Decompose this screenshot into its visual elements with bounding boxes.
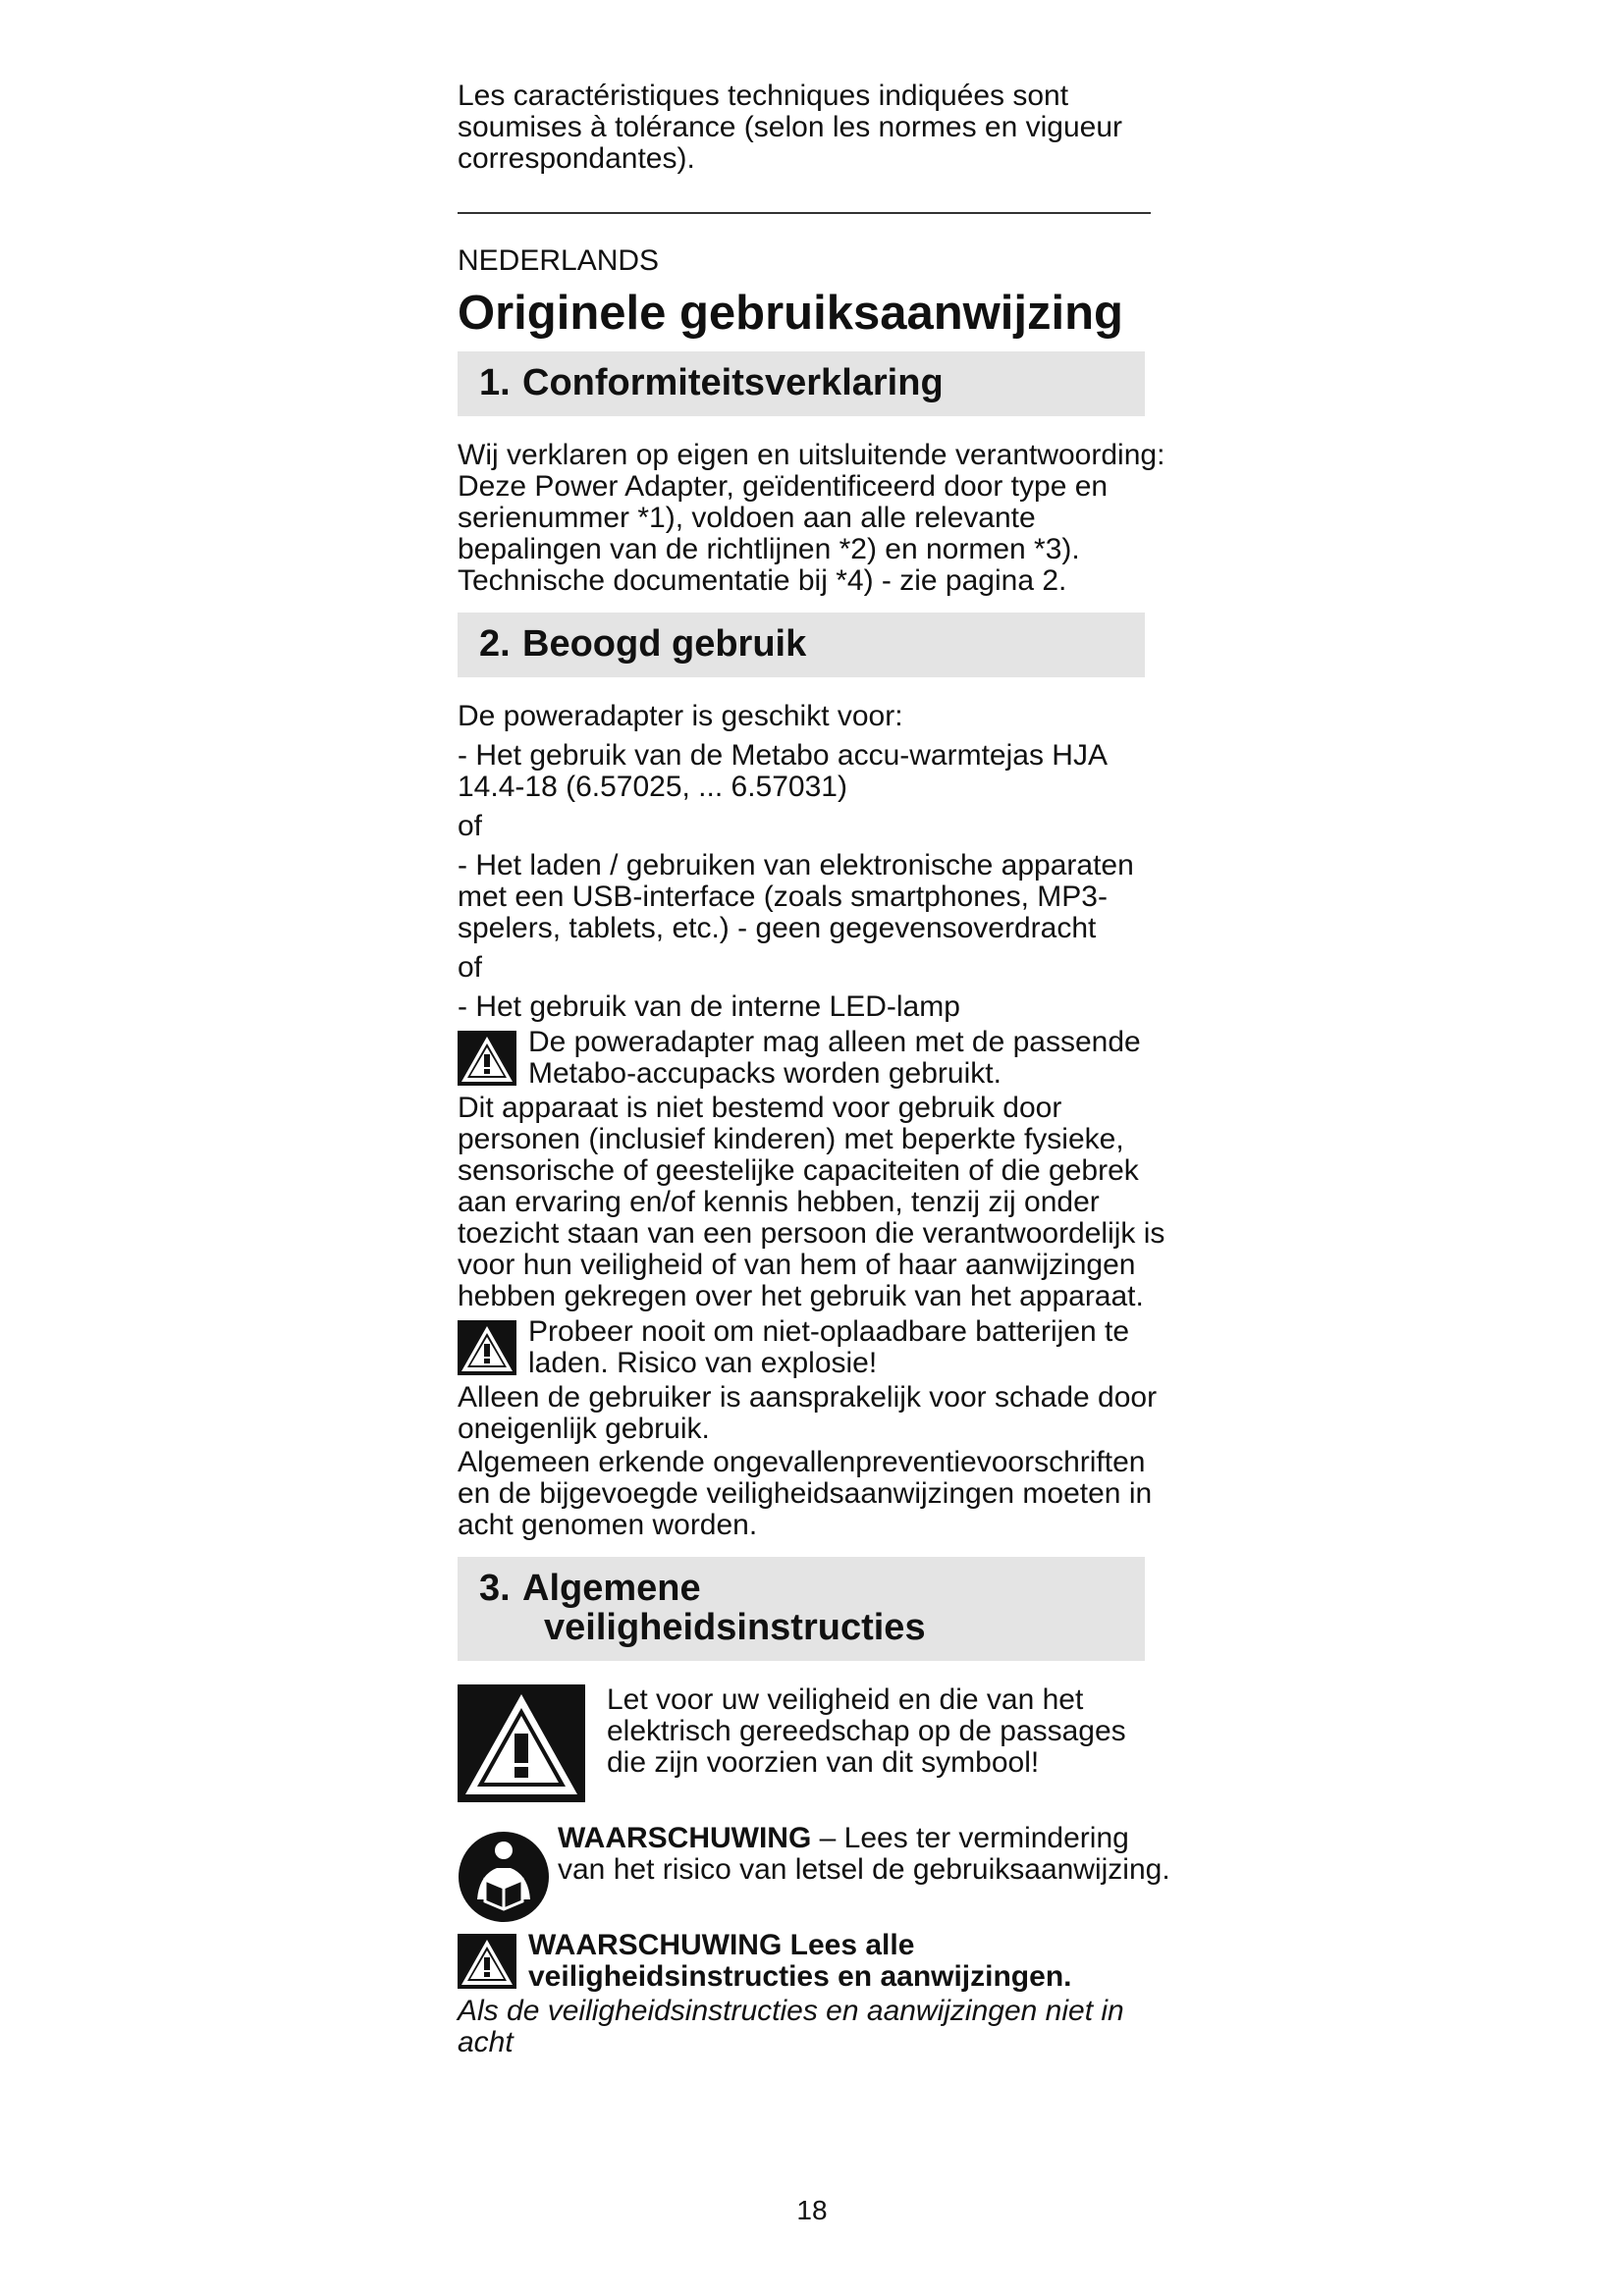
read-all-italic: Als de veiligheidsinstructies en aanwijzingen niet in acht bbox=[458, 1995, 1124, 2058]
language-label: NEDERLANDS bbox=[458, 244, 660, 277]
warning-label: WAARSCHUWING bbox=[558, 1822, 812, 1854]
warning-text: De poweradapter mag alleen met de passende Metabo-accupacks worden gebruikt. bbox=[528, 1026, 1141, 1090]
warning-triangle-icon bbox=[458, 1031, 516, 1091]
read-manual-text bbox=[558, 1823, 1170, 1886]
intended-use-lead: De poweradapter is geschikt voor: bbox=[458, 700, 903, 732]
list-item: - Het laden / gebruiken van elektronische apparaten met een USB-interface (zoals smartphones, MP3-spelers, tablets, etc.) - geen gegevensoverdracht bbox=[458, 849, 1134, 944]
liability-paragraph: Alleen de gebruiker is aansprakelijk voor schade door oneigenlijk gebruik. bbox=[458, 1381, 1158, 1445]
or-text: of bbox=[458, 810, 483, 842]
warning-note-2 bbox=[458, 1316, 1170, 1380]
read-manual-warning bbox=[458, 1823, 1170, 1928]
read-manual-rest: – Lees ter vermindering van het risico van letsel de gebruiksaanwijzing. bbox=[558, 1822, 1170, 1886]
list-item: - Het gebruik van de Metabo accu-warmtejas HJA 14.4-18 (6.57025, ... 6.57031) bbox=[458, 739, 1107, 803]
warning-triangle-icon bbox=[458, 1934, 516, 1994]
declaration-text: Wij verklaren op eigen en uitsluitende verantwoording: Deze Power Adapter, geïdentificeerd door type en serienummer *1), voldoen aan alle relevante bepalingen van de richtlijnen *2) en normen *3). Technische documentatie bij *4) - zie pagina 2. bbox=[458, 439, 1165, 597]
or-text: of bbox=[458, 951, 483, 984]
read-all-warning bbox=[458, 1930, 1170, 1994]
read-manual-icon bbox=[458, 1831, 550, 1928]
large-warning-triangle-icon bbox=[458, 1684, 585, 1807]
section-number: 3. bbox=[479, 1568, 511, 1609]
page-title: Originele gebruiksaanwijzing bbox=[458, 287, 1123, 340]
symbol-note: Let voor uw veiligheid en die van het elektrisch gereedschap op de passages die zijn voorzien van dit symbool! bbox=[607, 1683, 1126, 1779]
section-title: Beoogd gebruik bbox=[522, 623, 807, 665]
safety-paragraph: Dit apparaat is niet bestemd voor gebruik door personen (inclusief kinderen) met beperkte fysieke, sensorische of geestelijke capaciteiten of die gebrek aan ervaring en/of kennis hebben, tenzij zij onder toezicht staan van een persoon die verantwoordelijk is voor hun veiligheid of van hem of haar aanwijzingen hebben gekregen over het gebruik van het apparaat. bbox=[458, 1092, 1165, 1312]
page-number: 18 bbox=[796, 2195, 828, 2225]
warning-triangle-icon bbox=[458, 1320, 516, 1380]
prevention-paragraph: Algemeen erkende ongevallenpreventievoorschriften en de bijgevoegde veiligheidsaanwijzingen moeten in acht genomen worden. bbox=[458, 1446, 1153, 1541]
section-title-line1: Algemene bbox=[522, 1568, 701, 1609]
warning-note-1 bbox=[458, 1027, 1170, 1091]
read-all-bold: WAARSCHUWING Lees alle veiligheidsinstructies en aanwijzingen. bbox=[528, 1929, 1072, 1993]
intro-text: Les caractéristiques techniques indiquées sont soumises à tolérance (selon les normes en vigueur correspondantes). bbox=[458, 80, 1123, 175]
section-number: 2. bbox=[479, 623, 511, 665]
section-number: 1. bbox=[479, 362, 511, 403]
symbol-explanation bbox=[458, 1684, 1170, 1807]
page-content bbox=[458, 80, 1170, 2058]
list-item: - Het gebruik van de interne LED-lamp bbox=[458, 990, 960, 1023]
section-heading-1 bbox=[458, 351, 1145, 416]
section-title: Conformiteitsverklaring bbox=[522, 362, 944, 403]
section-heading-2 bbox=[458, 613, 1145, 677]
divider bbox=[458, 212, 1151, 214]
warning-text: Probeer nooit om niet-oplaadbare batterijen te laden. Risico van explosie! bbox=[528, 1315, 1130, 1379]
section-heading-3 bbox=[458, 1557, 1145, 1661]
section-title-line2: veiligheidsinstructies bbox=[544, 1607, 926, 1648]
